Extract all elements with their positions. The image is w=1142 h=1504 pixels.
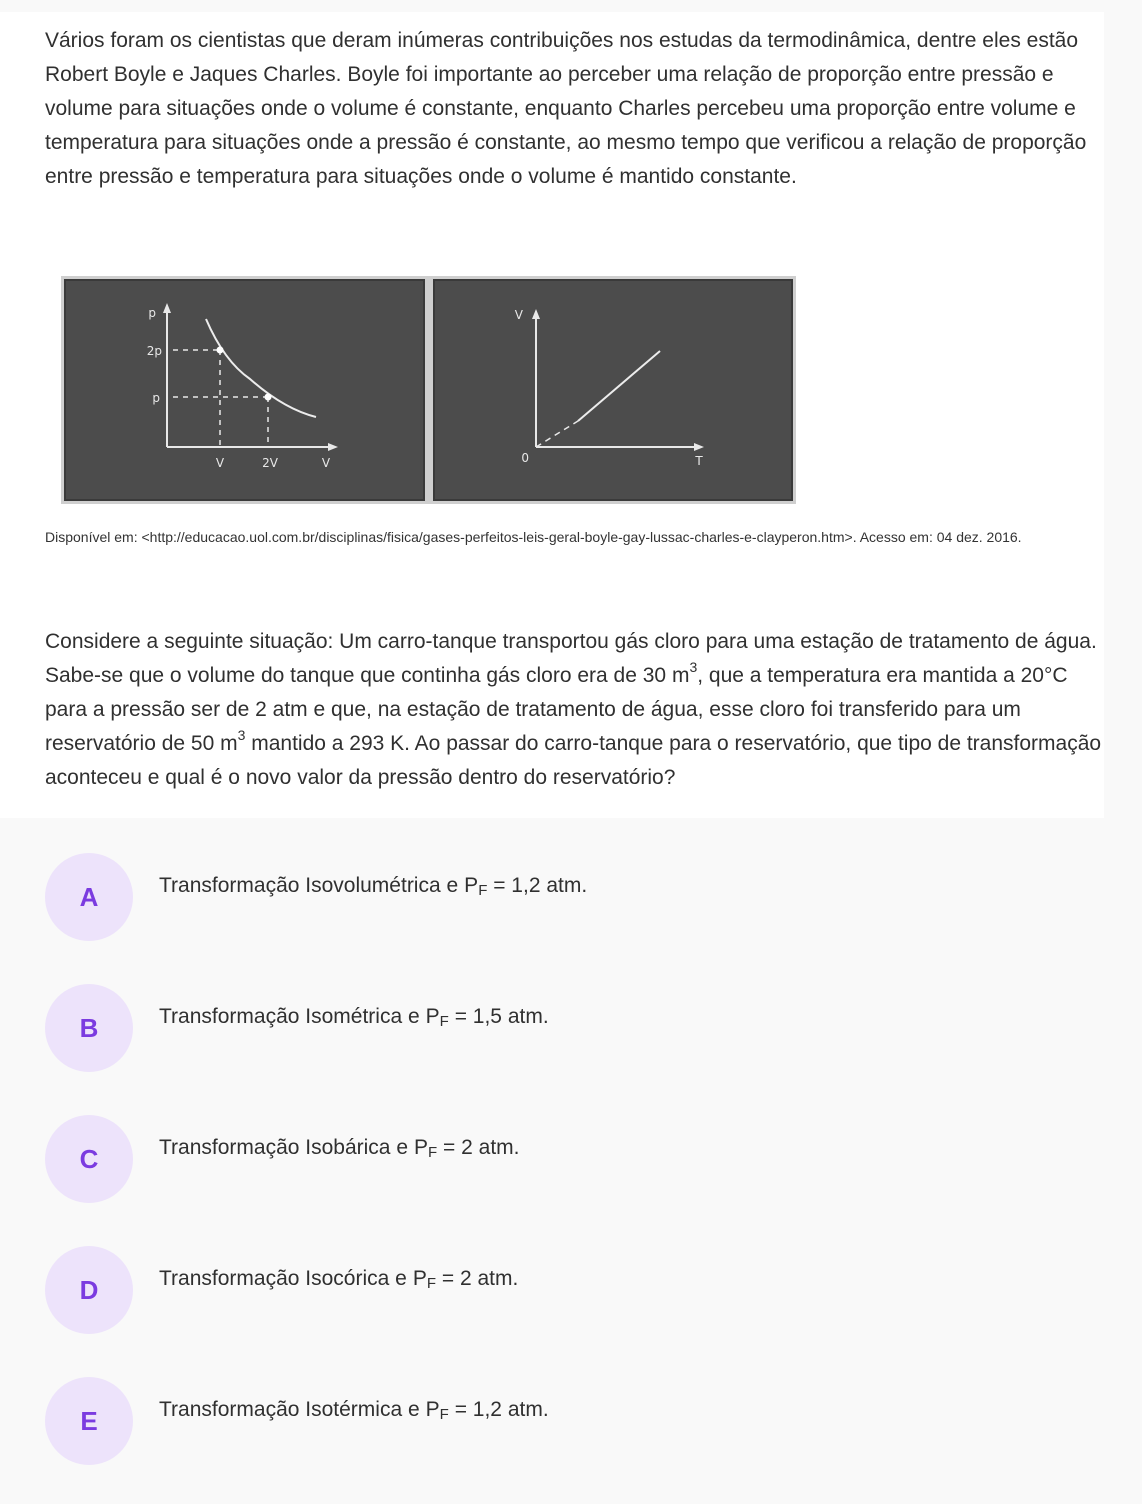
question-scenario [45,625,1103,795]
scenario-part-1: Considere a seguinte situação: Um carro-tanque transportou gás cloro para uma estação de tratamento de água. Sabe-se que o volume do tanque que continha gás cloro era de 30 m [45,630,1097,687]
option-label[interactable] [159,1002,549,1034]
p-axis-arrow [163,303,171,313]
pressure-symbol: $P_F$ [425,1398,449,1423]
pressure-symbol: $P_F$ [464,874,488,899]
pressure-value: = 1,5 atm. [454,1005,549,1028]
pressure-value: = 1,2 atm. [493,874,588,897]
charles-graph [433,279,793,501]
p-axis-label: p [148,306,156,320]
option-text: Transformação Isotérmica e [159,1398,420,1421]
2v-tick-label: 2V [262,456,278,470]
question-card [0,12,1104,818]
p-tick-label: p [152,391,160,405]
point-p-2v [265,394,272,401]
v-tick-label: V [215,456,225,470]
t-axis-label: T [695,454,703,468]
pressure-value: = 1,2 atm. [454,1398,549,1421]
scenario-part-3: mantido a 293 K. Ao passar do carro-tanque para o reservatório, que tipo de transformação aconteceu e qual é o novo valor da pressão dentro do reservatório? [45,732,1102,789]
boyle-graph [64,279,425,501]
pressure-value: = 2 atm. [441,1267,519,1290]
2p-tick-label: 2p [146,344,162,358]
gas-laws-figure [61,276,796,504]
isotherm-curve [206,319,316,417]
option-text: Transformação Isométrica e [159,1005,420,1028]
extrapolation-line [536,421,578,447]
v-axis-label: V [321,456,331,470]
option-letter-badge[interactable]: E [45,1377,133,1465]
pressure-symbol: $P_F$ [414,1136,438,1161]
option-a[interactable] [45,853,1045,941]
pressure-value: = 2 atm. [443,1136,520,1159]
scenario-part-2: , que a temperatura era mantida a 20°C para a pressão ser de 2 atm e que, na estação de tratamento de água, esse cloro foi transferido para um reservatório de 50 m [45,664,1068,755]
option-letter-badge[interactable]: D [45,1246,133,1334]
option-text: Transformação Isobárica e [159,1136,408,1159]
option-label[interactable] [159,871,587,903]
question-intro: Vários foram os cientistas que deram inúmeras contribuições nos estudas da termodinâmica, dentre eles estão Robert Boyle e Jaques Charles. Boyle foi importante ao perceber uma relação de proporção entre pressão e volume para situações onde o volume é constante, enquanto Charles percebeu uma proporção entre volume e temperatura para situações onde a pressão é constante, ao mesmo tempo que verificou a relação de proporção entre pressão e temperatura para situações onde o volume é mantido constante. [45,29,1087,188]
option-b[interactable] [45,984,1045,1072]
pressure-symbol: $P_F$ [412,1267,437,1292]
option-text: Transformação Isovolumétrica e [159,874,459,897]
option-text: Transformação Isocórica e [159,1267,407,1290]
option-e[interactable] [45,1377,1045,1465]
pressure-volume-graph [64,279,425,501]
option-label[interactable] [159,1395,549,1427]
t-axis-arrow [694,443,704,451]
option-letter-badge[interactable]: B [45,984,133,1072]
pressure-symbol: $P_F$ [425,1005,449,1030]
volume-temperature-graph [433,279,793,501]
option-letter-badge[interactable]: A [45,853,133,941]
v-axis-label: V [514,308,523,322]
v-axis-arrow [328,443,338,451]
exponent: 3 [237,727,246,743]
point-2p-v [217,347,224,354]
option-label[interactable] [159,1133,519,1165]
exponent: 3 [689,659,698,675]
isobar-line [578,351,660,421]
option-d[interactable] [45,1246,1045,1334]
figure-source: Disponível em: <http://educacao.uol.com.br/disciplinas/fisica/gases-perfeitos-leis-geral-boyle-gay-lussac-charles-e-clayperon.htm>. Acesso em: 04 dez. 2016. [45,529,1022,545]
option-label[interactable] [159,1264,518,1296]
option-letter-badge[interactable]: C [45,1115,133,1203]
option-c[interactable] [45,1115,1045,1203]
origin-label: 0 [521,451,529,465]
v-axis-arrow [532,309,540,319]
